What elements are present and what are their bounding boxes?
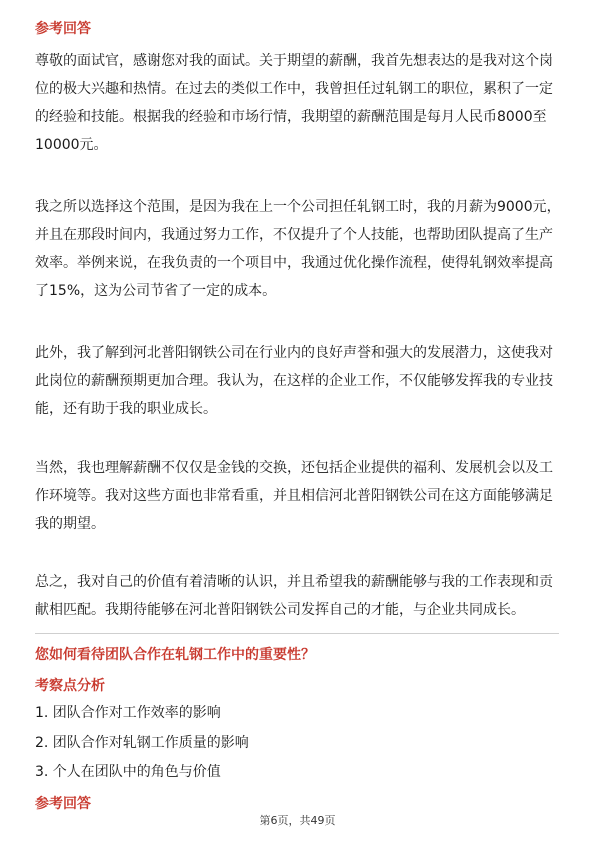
analysis-heading: 考察点分析 (35, 678, 105, 694)
analysis-item-2: 2. 团队合作对轧钢工作质量的影响 (35, 735, 249, 751)
answer-paragraph-3: 此外，我了解到河北普阳钢铁公司在行业内的良好声誉和强大的发展潜力，这使我对此岗位的薪酬预期更加合理。我认为，在这样的企业工作，不仅能够发挥我的专业技能，还有助于我的职业成长。 (35, 345, 553, 417)
answer-paragraph-4: 当然，我也理解薪酬不仅仅是金钱的交换，还包括企业提供的福利、发展机会以及工作环境等。我对这些方面也非常看重，并且相信河北普阳钢铁公司在这方面能够满足我的期望。 (35, 460, 553, 532)
answer-paragraph-2: 我之所以选择这个范围，是因为我在上一个公司担任轧钢工时，我的月薪为9000元，并且在那段时间内，我通过努力工作，不仅提升了个人技能，也帮助团队提高了生产效率。举例来说，在我负责的一个项目中，我通过优化操作流程，使得轧钢效率提高了15%，这为公司节省了一定的成本。 (35, 199, 561, 299)
reference-answer-heading: 参考回答 (35, 21, 91, 37)
analysis-item-1: 1. 团队合作对工作效率的影响 (35, 705, 221, 721)
question-heading: 您如何看待团队合作在轧钢工作中的重要性？ (35, 647, 315, 663)
reference-answer-heading-2: 参考回答 (35, 796, 91, 812)
analysis-item-3: 3. 个人在团队中的角色与价值 (35, 764, 221, 780)
answer-paragraph-1: 尊敬的面试官，感谢您对我的面试。关于期望的薪酬，我首先想表达的是我对这个岗位的极大兴趣和热情。在过去的类似工作中，我曾担任过轧钢工的职位，累积了一定的经验和技能。根据我的经验和市场行情，我期望的薪酬范围是每月人民币8000至10000元。 (35, 53, 553, 153)
answer-paragraph-5: 总之，我对自己的价值有着清晰的认识，并且希望我的薪酬能够与我的工作表现和贡献相匹配。我期待能够在河北普阳钢铁公司发挥自己的才能，与企业共同成长。 (35, 574, 553, 618)
section-divider (35, 633, 559, 634)
page-number-footer: 第6页，共49页 (259, 814, 336, 827)
